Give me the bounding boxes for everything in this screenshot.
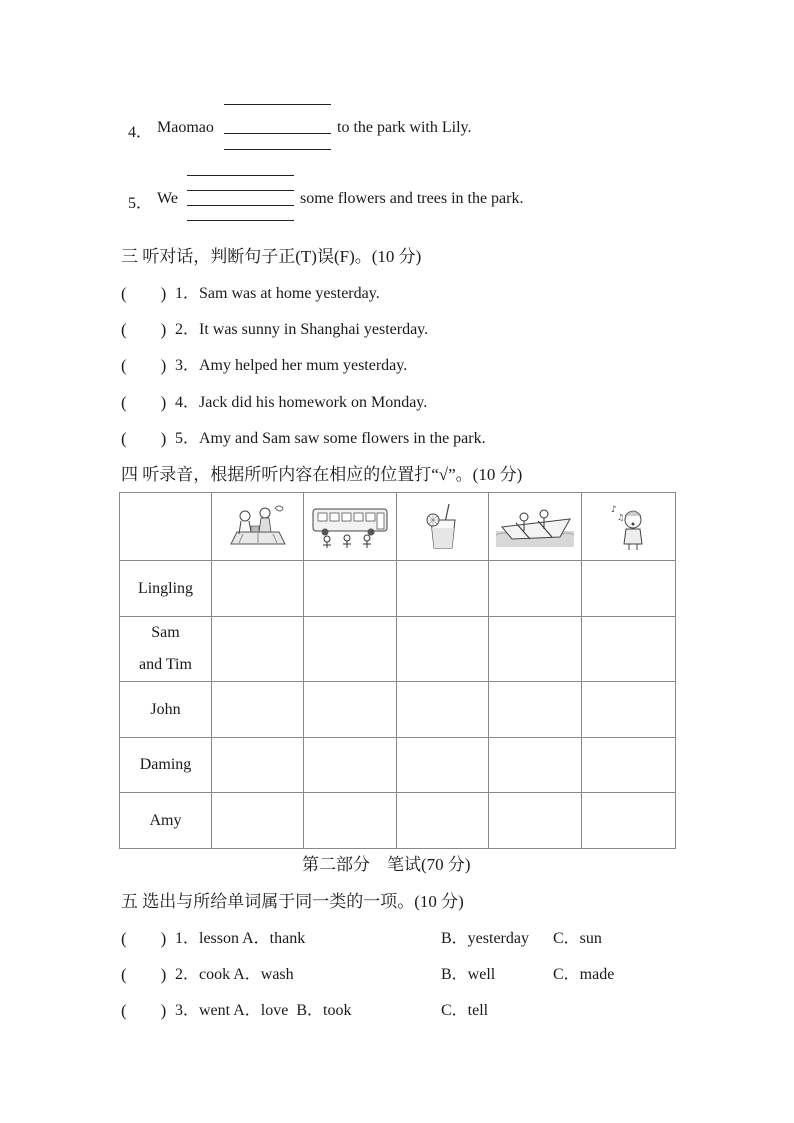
- choice-item-1-option-b: B．yesterday: [441, 930, 529, 947]
- tick-cell[interactable]: [397, 738, 489, 793]
- tick-cell[interactable]: [582, 682, 676, 738]
- choice-item-1-stem: 1．lesson A．thank: [175, 930, 306, 947]
- q4-after-text: to the park with Lily.: [337, 119, 472, 136]
- answer-paren[interactable]: ( ): [121, 965, 167, 984]
- juice-icon: [423, 502, 463, 552]
- section4-heading: 四 听录音，根据所听内容在相应的位置打“√”。(10 分): [121, 465, 523, 484]
- svg-text:♪: ♪: [610, 504, 617, 515]
- tick-cell[interactable]: [304, 738, 397, 793]
- part2-title: 第二部分 笔试(70 分): [302, 855, 471, 874]
- choice-item-3-stem: 3．went A．love B．took: [175, 1002, 352, 1019]
- row-label-sam-and-tim: Sam and Tim: [120, 617, 212, 682]
- tick-cell[interactable]: [304, 617, 397, 682]
- tick-cell[interactable]: [304, 561, 397, 617]
- q4-before-text: Maomao: [157, 119, 214, 136]
- picnic-icon: [223, 502, 293, 552]
- q4-number: 4．: [128, 124, 153, 141]
- answer-paren[interactable]: ( ): [121, 284, 167, 303]
- boat-cell: [489, 493, 582, 561]
- answer-line-4b[interactable]: [224, 133, 331, 134]
- tick-cell[interactable]: [212, 561, 304, 617]
- tick-cell[interactable]: [397, 561, 489, 617]
- tf-item-1: 1．Sam was at home yesterday.: [175, 285, 380, 302]
- tick-cell[interactable]: [397, 682, 489, 738]
- juice-cell: [397, 493, 489, 561]
- grid-corner-cell: [120, 493, 212, 561]
- answer-line-5a: [187, 175, 294, 176]
- answer-line-5b: [187, 190, 294, 191]
- row-label-john: John: [120, 682, 212, 738]
- row-label-lingling: Lingling: [120, 561, 212, 617]
- section5-heading: 五 选出与所给单词属于同一类的一项。(10 分): [121, 892, 464, 911]
- singing-cell: [582, 493, 676, 561]
- tick-cell[interactable]: [397, 793, 489, 849]
- answer-line-4c: [224, 149, 331, 150]
- listening-grid: [119, 492, 676, 849]
- answer-line-5d: [187, 220, 294, 221]
- answer-paren[interactable]: ( ): [121, 320, 167, 339]
- tick-cell[interactable]: [397, 617, 489, 682]
- row-label-daming: Daming: [120, 738, 212, 793]
- choice-item-2-stem: 2．cook A．wash: [175, 966, 294, 983]
- choice-item-3-option-c: C．tell: [441, 1002, 489, 1019]
- answer-paren[interactable]: ( ): [121, 356, 167, 375]
- tick-cell[interactable]: [489, 617, 582, 682]
- boat-icon: [494, 505, 576, 549]
- tick-cell[interactable]: [582, 561, 676, 617]
- picnic-cell: [212, 493, 304, 561]
- tick-cell[interactable]: [212, 793, 304, 849]
- choice-item-2-option-c: C．made: [553, 966, 615, 983]
- tick-cell[interactable]: [212, 682, 304, 738]
- row-label-amy: Amy: [120, 793, 212, 849]
- tick-cell[interactable]: [489, 561, 582, 617]
- tf-item-3: 3．Amy helped her mum yesterday.: [175, 357, 408, 374]
- tf-item-2: 2．It was sunny in Shanghai yesterday.: [175, 321, 429, 338]
- section3-heading: 三 听对话，判断句子正(T)误(F)。(10 分): [121, 247, 422, 266]
- tick-cell[interactable]: [582, 617, 676, 682]
- tick-cell[interactable]: [489, 682, 582, 738]
- tick-cell[interactable]: [489, 793, 582, 849]
- answer-paren[interactable]: ( ): [121, 429, 167, 448]
- tick-cell[interactable]: [304, 682, 397, 738]
- tick-cell[interactable]: [582, 738, 676, 793]
- q5-after-text: some flowers and trees in the park.: [300, 190, 524, 207]
- answer-line-5c[interactable]: [187, 205, 294, 206]
- q5-before-text: We: [157, 190, 178, 207]
- answer-line-4a: [224, 104, 331, 105]
- bus-icon: [309, 505, 391, 549]
- singing-boy-icon: [609, 502, 649, 552]
- choice-item-1-option-c: C．sun: [553, 930, 602, 947]
- q5-number: 5．: [128, 195, 153, 212]
- tick-cell[interactable]: [304, 793, 397, 849]
- tick-cell[interactable]: [582, 793, 676, 849]
- answer-paren[interactable]: ( ): [121, 1001, 167, 1020]
- tick-cell[interactable]: [212, 617, 304, 682]
- answer-paren[interactable]: ( ): [121, 393, 167, 412]
- answer-paren[interactable]: ( ): [121, 929, 167, 948]
- tick-cell[interactable]: [212, 738, 304, 793]
- choice-item-2-option-b: B．well: [441, 966, 496, 983]
- svg-text:♫: ♫: [616, 512, 624, 522]
- tf-item-5: 5．Amy and Sam saw some flowers in the park.: [175, 430, 486, 447]
- tick-cell[interactable]: [489, 738, 582, 793]
- tf-item-4: 4．Jack did his homework on Monday.: [175, 394, 428, 411]
- bus-cell: [304, 493, 397, 561]
